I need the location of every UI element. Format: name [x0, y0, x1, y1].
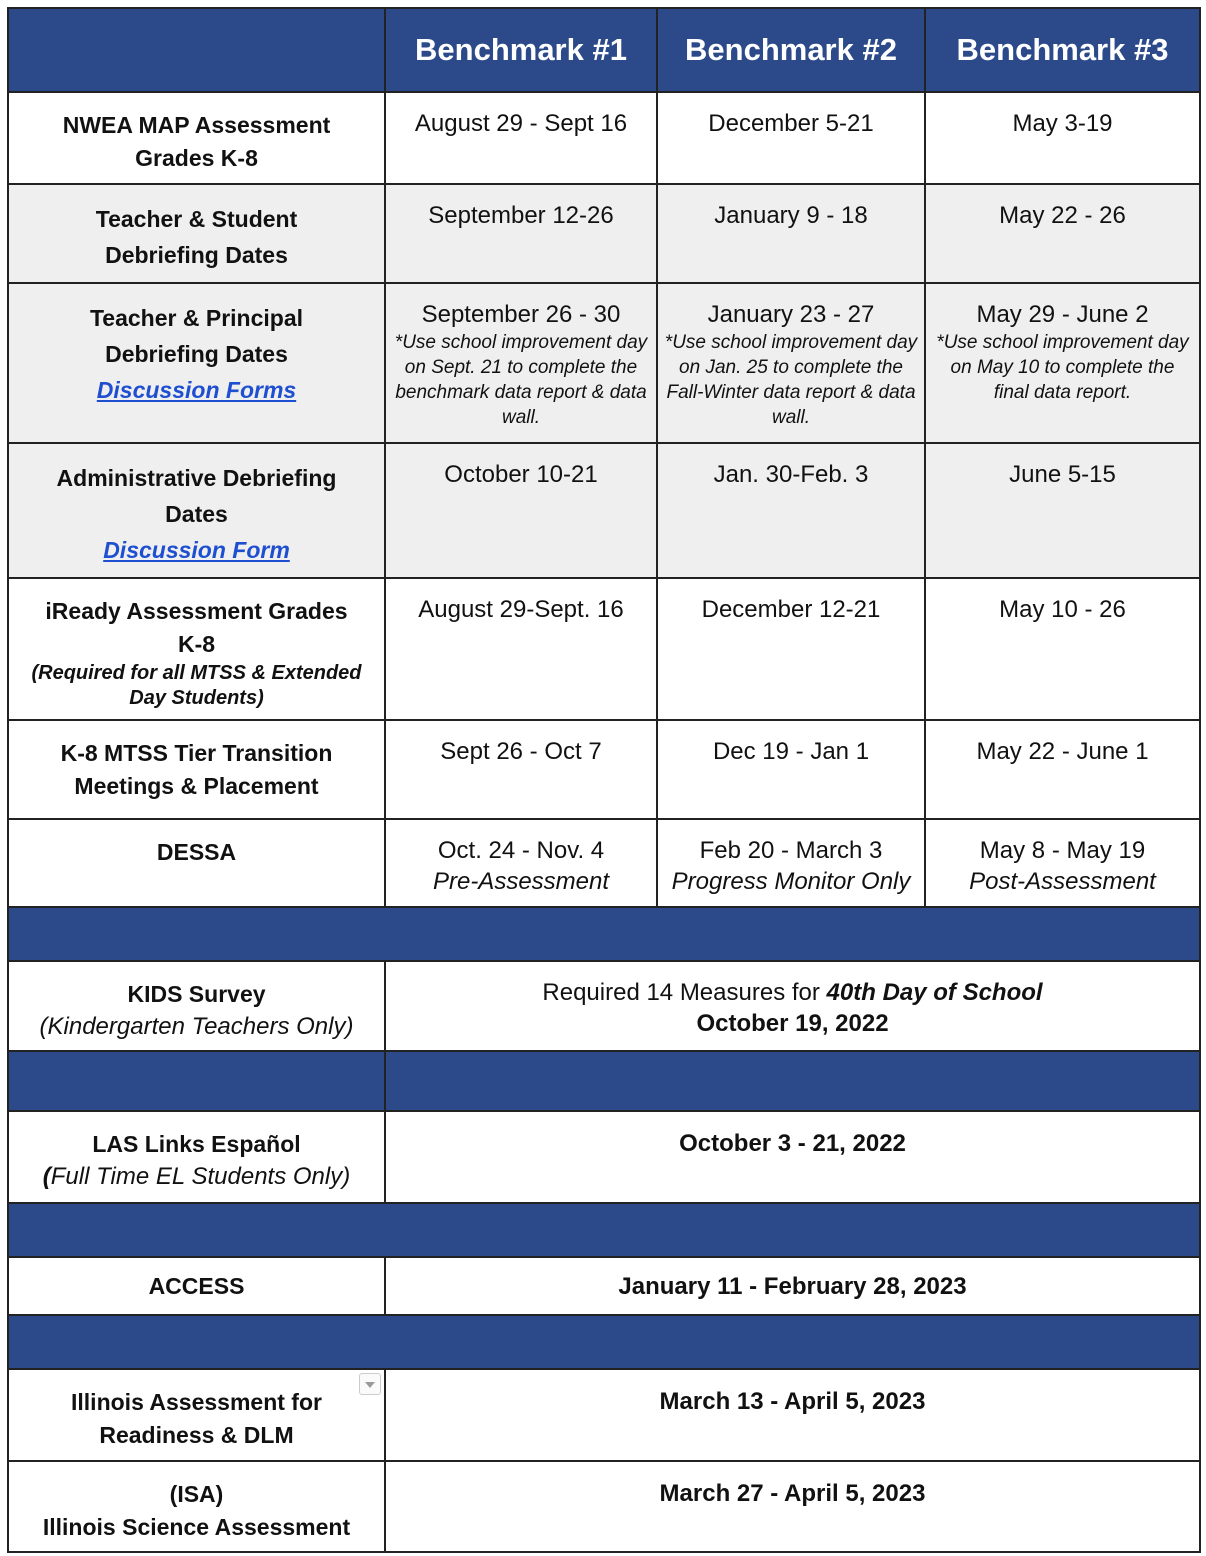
- header-benchmark-2: Benchmark #2: [657, 8, 925, 92]
- discussion-forms-link[interactable]: Discussion Forms: [96, 377, 297, 403]
- iready-b2: December 12-21: [657, 578, 925, 720]
- label-teacher-principal: Teacher & Principal Debriefing Dates Discussion Forms: [8, 283, 385, 443]
- label-iar: Illinois Assessment for Readiness & DLM: [8, 1369, 385, 1461]
- row-iready: [8, 578, 1200, 720]
- row-teacher-principal: [8, 283, 1200, 443]
- dessa-b3: May 8 - May 19 Post-Assessment: [925, 819, 1200, 907]
- label-nwea: NWEA MAP Assessment Grades K-8: [8, 92, 385, 184]
- label-teacher-student: Teacher & Student Debriefing Dates: [8, 184, 385, 283]
- row-isa: [8, 1461, 1200, 1552]
- discussion-form-link[interactable]: Discussion Form: [103, 537, 290, 563]
- row-las: [8, 1111, 1200, 1203]
- dessa-b1: Oct. 24 - Nov. 4 Pre-Assessment: [385, 819, 657, 907]
- band-row-2: [8, 1051, 1200, 1111]
- row-kids: [8, 961, 1200, 1051]
- header-blank: [8, 8, 385, 92]
- label-dessa: DESSA: [8, 819, 385, 907]
- dropdown-chevron-icon[interactable]: [359, 1373, 381, 1395]
- label-iready: iReady Assessment Grades K-8 (Required for all MTSS & Extended Day Students): [8, 578, 385, 720]
- mtss-b1: Sept 26 - Oct 7: [385, 720, 657, 819]
- access-value: January 11 - February 28, 2023: [385, 1257, 1200, 1315]
- row-dessa: [8, 819, 1200, 907]
- dessa-b2: Feb 20 - March 3 Progress Monitor Only: [657, 819, 925, 907]
- label-mtss: K-8 MTSS Tier Transition Meetings & Placement: [8, 720, 385, 819]
- tpd-b3: May 29 - June 2 *Use school improvement day on May 10 to complete the final data report.: [925, 283, 1200, 443]
- tsd-b2: January 9 - 18: [657, 184, 925, 283]
- band-row-3: [8, 1203, 1200, 1257]
- isa-value: March 27 - April 5, 2023: [385, 1461, 1200, 1552]
- tsd-b3: May 22 - 26: [925, 184, 1200, 283]
- tpd-b1: September 26 - 30 *Use school improvement day on Sept. 21 to complete the benchmark data report & data wall.: [385, 283, 657, 443]
- row-access: [8, 1257, 1200, 1315]
- row-iar: [8, 1369, 1200, 1461]
- header-benchmark-1: Benchmark #1: [385, 8, 657, 92]
- admin-b2: Jan. 30-Feb. 3: [657, 443, 925, 578]
- nwea-b3: May 3-19: [925, 92, 1200, 184]
- row-mtss: [8, 720, 1200, 819]
- label-kids: KIDS Survey (Kindergarten Teachers Only): [8, 961, 385, 1051]
- header-row: [8, 8, 1200, 92]
- tpd-b2: January 23 - 27 *Use school improvement day on Jan. 25 to complete the Fall-Winter data report & data wall.: [657, 283, 925, 443]
- kids-value: Required 14 Measures for 40th Day of School October 19, 2022: [385, 961, 1200, 1051]
- tsd-b1: September 12-26: [385, 184, 657, 283]
- nwea-b1: August 29 - Sept 16: [385, 92, 657, 184]
- iready-b3: May 10 - 26: [925, 578, 1200, 720]
- row-admin-debrief: [8, 443, 1200, 578]
- row-nwea: [8, 92, 1200, 184]
- mtss-b2: Dec 19 - Jan 1: [657, 720, 925, 819]
- label-las: LAS Links Español (Full Time EL Students Only): [8, 1111, 385, 1203]
- admin-b1: October 10-21: [385, 443, 657, 578]
- mtss-b3: May 22 - June 1: [925, 720, 1200, 819]
- band-row-4: [8, 1315, 1200, 1369]
- iready-b1: August 29-Sept. 16: [385, 578, 657, 720]
- label-admin-debrief: Administrative Debriefing Dates Discussion Form: [8, 443, 385, 578]
- label-access: ACCESS: [8, 1257, 385, 1315]
- iar-value: March 13 - April 5, 2023: [385, 1369, 1200, 1461]
- assessment-calendar-table: [7, 7, 1201, 1553]
- label-isa: (ISA) Illinois Science Assessment: [8, 1461, 385, 1552]
- admin-b3: June 5-15: [925, 443, 1200, 578]
- band-row-1: [8, 907, 1200, 961]
- las-value: October 3 - 21, 2022: [385, 1111, 1200, 1203]
- nwea-b2: December 5-21: [657, 92, 925, 184]
- row-teacher-student: [8, 184, 1200, 283]
- header-benchmark-3: Benchmark #3: [925, 8, 1200, 92]
